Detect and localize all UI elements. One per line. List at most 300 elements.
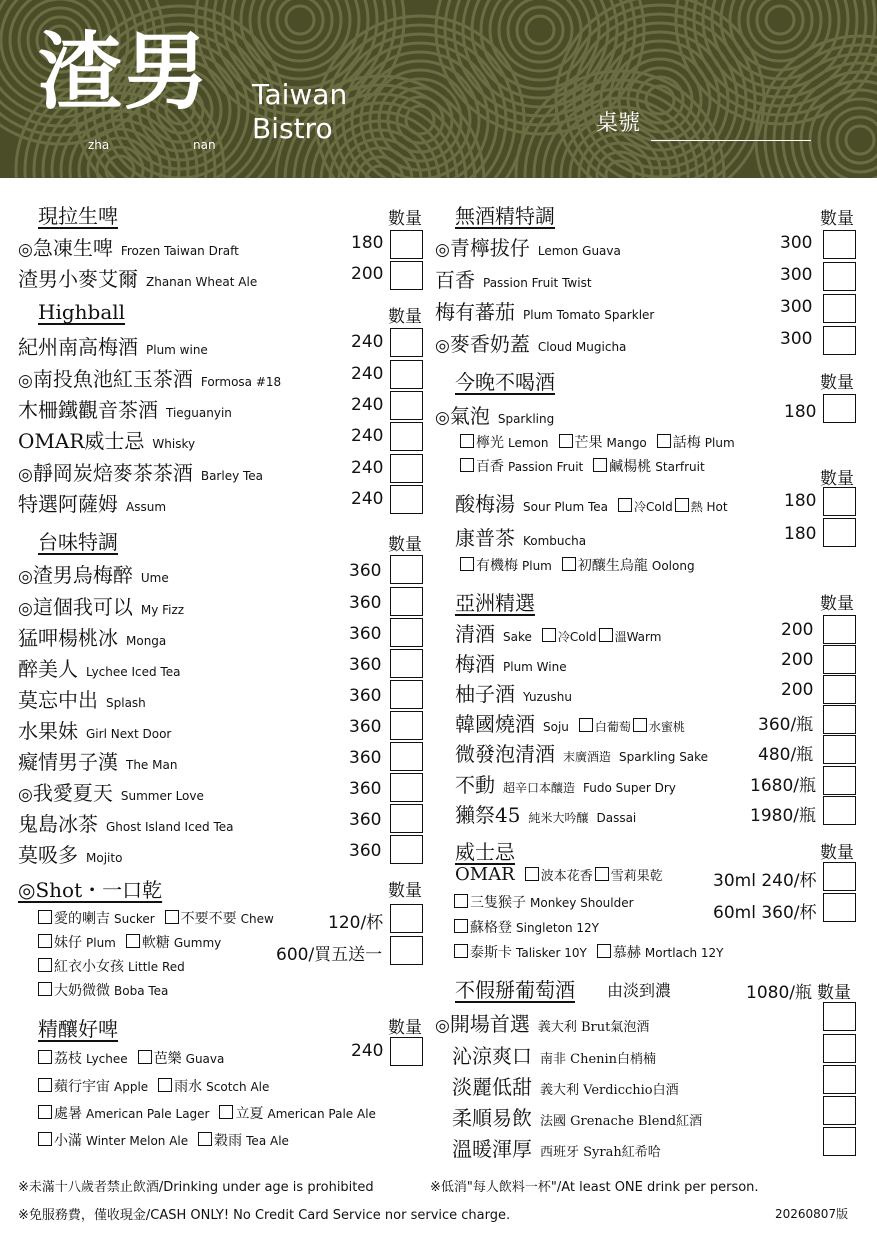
quantity-box[interactable] <box>390 618 423 647</box>
section-title-no-alcohol: 今晚不喝酒 <box>455 370 555 394</box>
item-name-en: The Man <box>126 758 178 772</box>
option-checkbox[interactable] <box>158 1078 172 1092</box>
option-line <box>36 1130 297 1150</box>
option-en: Plum <box>522 559 552 573</box>
menu-item <box>455 864 663 885</box>
item-name-zh: 康普茶 <box>455 526 515 550</box>
item-name-en: Splash <box>106 696 146 710</box>
option-zh: 有機梅 <box>476 558 518 574</box>
mark-symbol: ◎ <box>18 465 33 485</box>
item-name-en: Summer Love <box>120 789 204 803</box>
quantity-box[interactable] <box>823 645 856 674</box>
menu-item <box>455 522 586 551</box>
brand-line-2: Bistro <box>252 112 333 145</box>
item-price: 360 <box>349 624 382 644</box>
item-name-zh: 不動 <box>455 773 495 797</box>
item-price: 360 <box>349 748 382 768</box>
option-zh: 百香 <box>476 459 504 475</box>
item-name-zh: 渣男烏梅醉 <box>32 563 133 587</box>
item-name-en: Ghost Island Iced Tea <box>106 820 234 834</box>
option-en: Oolong <box>651 559 695 573</box>
item-name-en: Tieguanyin <box>166 406 232 420</box>
item-name-zh: 清酒 <box>455 622 495 646</box>
menu-item <box>435 400 554 429</box>
menu-item <box>455 708 685 737</box>
mark-symbol: ◎ <box>18 371 33 391</box>
option-checkbox[interactable] <box>460 557 474 571</box>
item-price: 180 <box>784 402 817 422</box>
item-name-zh: 莫吸多 <box>18 843 78 867</box>
menu-item <box>455 648 567 677</box>
quantity-header: 數量 <box>388 1018 422 1038</box>
quantity-box[interactable] <box>390 835 423 864</box>
option-checkbox[interactable] <box>165 910 179 924</box>
quantity-header: 數量 <box>820 373 854 393</box>
quantity-box[interactable] <box>823 294 856 323</box>
menu-item <box>18 622 166 651</box>
item-name-zh: 獺祭45 <box>455 803 521 827</box>
quantity-box[interactable] <box>390 680 423 709</box>
table-number-label: 桌號 <box>596 111 641 136</box>
option-zh: 愛的喇吉 <box>54 911 110 927</box>
option-line <box>36 1048 232 1068</box>
mark-symbol: ◎ <box>18 240 33 260</box>
menu-item <box>455 618 661 647</box>
item-name-en: Formosa #18 <box>200 375 282 389</box>
option-checkbox[interactable] <box>454 919 468 933</box>
item-price: 360 <box>349 655 382 675</box>
option-checkbox[interactable] <box>38 958 52 972</box>
quantity-box[interactable] <box>390 904 423 933</box>
option-line <box>458 555 703 575</box>
item-price: 120/杯 <box>328 913 384 933</box>
item-name-zh: 紀州南高梅酒 <box>18 335 138 359</box>
option-zh: 檸光 <box>476 435 504 451</box>
quantity-box[interactable] <box>823 1065 856 1094</box>
item-price: 360 <box>349 810 382 830</box>
item-desc: 西班牙 Syrah紅希哈 <box>540 1145 661 1160</box>
option-zh: 軟糖 <box>141 935 170 951</box>
quantity-box[interactable] <box>823 735 856 764</box>
menu-item <box>452 1133 661 1162</box>
option-checkbox[interactable] <box>542 628 556 642</box>
option-checkbox[interactable] <box>675 498 689 512</box>
item-name-zh: 急凍生啤 <box>32 236 113 260</box>
item-price: 240 <box>351 332 384 352</box>
item-name: OMAR <box>455 864 515 885</box>
item-price: 200 <box>781 620 814 640</box>
section-title-shot: ◎Shot・一口乾 <box>18 878 163 902</box>
item-name-zh: 氣泡 <box>449 404 490 428</box>
item-price: 240 <box>351 395 384 415</box>
item-price: 360 <box>349 841 382 861</box>
item-price: 200 <box>351 264 384 284</box>
item-price: 30ml 240/杯 <box>713 871 817 891</box>
quantity-box[interactable] <box>823 862 856 891</box>
option-label: 雪莉果乾 <box>610 869 663 884</box>
option-zh: 三隻猴子 <box>470 895 526 911</box>
option-checkbox[interactable] <box>38 910 52 924</box>
menu-item <box>18 394 232 423</box>
option-checkbox[interactable] <box>219 1105 233 1119</box>
option-zh: 芒果 <box>574 435 603 451</box>
option-zh: 初釀生烏龍 <box>577 558 648 574</box>
option-en: Lemon <box>508 436 549 450</box>
option-en: Plum <box>704 436 735 450</box>
item-name-zh: 梅有蕃茄 <box>435 300 515 324</box>
option-checkbox[interactable] <box>599 628 613 642</box>
item-name-en: Dassai <box>596 811 637 825</box>
menu-item <box>452 1040 656 1069</box>
item-name-en: Lemon Guava <box>537 244 621 258</box>
menu-item <box>18 457 263 486</box>
quantity-box[interactable] <box>390 391 423 420</box>
item-price: 240 <box>351 458 384 478</box>
quantity-box[interactable] <box>823 518 856 547</box>
menu-item <box>455 769 676 798</box>
item-name-zh: 沁涼爽口 <box>452 1044 532 1068</box>
quantity-box[interactable] <box>823 766 856 795</box>
section-title-highball: Highball <box>38 300 126 324</box>
quantity-box[interactable] <box>823 893 856 922</box>
item-name-zh: 木柵鐵觀音茶酒 <box>18 398 158 422</box>
item-name-en: Zhanan Wheat Ale <box>146 275 258 289</box>
item-name-zh: 麥香奶蓋 <box>449 332 530 356</box>
option-label: 溫Warm <box>614 630 662 644</box>
item-desc: 法國 Grenache Blend紅酒 <box>540 1114 703 1129</box>
item-name-zh: OMAR威士忌 <box>18 429 145 453</box>
quantity-box[interactable] <box>390 1037 423 1066</box>
section-title-mocktail: 無酒精特調 <box>455 204 555 228</box>
option-en: Gummy <box>173 936 222 950</box>
quantity-box[interactable] <box>390 555 423 584</box>
quantity-box[interactable] <box>390 587 423 616</box>
quantity-box[interactable] <box>390 711 423 740</box>
item-desc: 南非 Chenin白梢楠 <box>540 1052 657 1067</box>
item-name-en: Whisky <box>152 437 196 451</box>
option-label: 水蜜桃 <box>648 720 685 734</box>
item-price: 360 <box>349 686 382 706</box>
item-price: 1080/瓶 <box>746 983 812 1003</box>
option-label: 冷Cold <box>634 500 673 514</box>
item-name-en: Barley Tea <box>200 469 264 483</box>
option-checkbox[interactable] <box>126 934 140 948</box>
option-en: Guava <box>185 1052 225 1066</box>
option-zh: 話梅 <box>672 435 701 451</box>
item-price: 200 <box>781 680 814 700</box>
item-name-en: My Fizz <box>140 603 185 617</box>
item-price: 180 <box>784 491 817 511</box>
item-name-zh: 水果妹 <box>18 719 78 743</box>
menu-item <box>18 591 184 620</box>
section-title-taiwan: 台味特調 <box>38 530 118 554</box>
option-zh: 紅衣小女孩 <box>54 959 124 975</box>
option-label: 冷Cold <box>557 630 597 644</box>
quantity-box[interactable] <box>390 804 423 833</box>
option-checkbox[interactable] <box>460 458 474 472</box>
option-checkbox[interactable] <box>138 1050 152 1064</box>
table-number-field[interactable] <box>651 140 811 141</box>
item-price: 240 <box>351 489 384 509</box>
option-checkbox[interactable] <box>38 934 52 948</box>
option-checkbox[interactable] <box>38 1105 52 1119</box>
quantity-box[interactable] <box>823 326 856 355</box>
menu-item <box>455 488 728 517</box>
quantity-header: 數量 <box>820 594 854 614</box>
footer-min-charge: ※低消"每人飲料一杯"/At least ONE drink per person. <box>430 1180 759 1195</box>
option-zh: 雨水 <box>174 1079 203 1095</box>
item-origin: 超辛口本釀造 <box>503 781 576 795</box>
option-zh: 慕赫 <box>612 945 641 961</box>
menu-item <box>18 777 204 806</box>
mark-symbol: ◎ <box>18 785 33 805</box>
menu-item <box>452 1102 702 1131</box>
item-price: 360 <box>349 717 382 737</box>
quantity-box[interactable] <box>823 1127 856 1156</box>
item-name-en: Lychee Iced Tea <box>86 665 181 679</box>
quantity-box[interactable] <box>390 230 423 259</box>
option-checkbox[interactable] <box>579 718 593 732</box>
option-zh: 大奶微微 <box>54 983 110 999</box>
quantity-box[interactable] <box>390 261 423 290</box>
option-en: Starfruit <box>655 460 705 474</box>
option-zh: 穀雨 <box>214 1133 243 1149</box>
option-checkbox[interactable] <box>460 434 474 448</box>
item-name-en: Plum wine <box>146 343 208 357</box>
option-checkbox[interactable] <box>562 557 576 571</box>
option-line <box>36 1103 384 1123</box>
item-name-en: Fudo Super Dry <box>583 781 676 795</box>
item-name-zh: 醉美人 <box>18 657 78 681</box>
option-en: Sucker <box>114 912 155 926</box>
option-checkbox[interactable] <box>525 867 539 881</box>
option-checkbox[interactable] <box>38 1050 52 1064</box>
item-name-zh: 莫忘中出 <box>18 688 98 712</box>
item-name-en: Kombucha <box>523 534 587 548</box>
item-price: 300 <box>780 329 813 349</box>
menu-item <box>18 232 239 261</box>
option-zh: 荔枝 <box>54 1051 82 1067</box>
menu-item <box>435 232 621 261</box>
option-zh: 立夏 <box>235 1106 264 1122</box>
item-name-en: Yuzushu <box>523 690 572 704</box>
item-name-en: Frozen Taiwan Draft <box>120 244 239 258</box>
quantity-box[interactable] <box>823 796 856 825</box>
mark-symbol: ◎ <box>435 408 450 428</box>
option-checkbox[interactable] <box>657 434 671 448</box>
option-zh: 泰斯卡 <box>470 945 512 961</box>
item-price: 300 <box>780 233 813 253</box>
item-name-en: Passion Fruit Twist <box>483 276 592 290</box>
item-price: 360 <box>349 561 382 581</box>
footer-age-notice: ※未滿十八歲者禁止飲酒/Drinking under age is prohibited <box>18 1180 374 1195</box>
option-en: Little Red <box>128 960 185 974</box>
option-checkbox[interactable] <box>597 944 611 958</box>
quantity-box[interactable] <box>390 485 423 514</box>
option-checkbox[interactable] <box>38 982 52 996</box>
item-name-en: Soju <box>543 720 569 734</box>
quantity-box[interactable] <box>823 705 856 734</box>
option-checkbox[interactable] <box>38 1078 52 1092</box>
option-line <box>36 932 229 952</box>
option-line <box>452 942 732 962</box>
quantity-box[interactable] <box>390 649 423 678</box>
quantity-box[interactable] <box>390 773 423 802</box>
quantity-box[interactable] <box>823 1034 856 1063</box>
item-name-zh: 百香 <box>435 268 475 292</box>
quantity-box[interactable] <box>823 394 856 423</box>
item-name-zh: 淡麗低甜 <box>452 1075 532 1099</box>
item-name-zh: 韓國燒酒 <box>455 712 535 736</box>
item-price: 600/買五送一 <box>276 945 383 965</box>
quantity-box[interactable] <box>390 742 423 771</box>
menu-item <box>435 1008 649 1037</box>
menu-item <box>455 738 708 767</box>
item-price: 300 <box>780 265 813 285</box>
option-en: Plum <box>86 936 116 950</box>
item-name-en: Sparkling Sake <box>619 750 709 764</box>
quantity-box[interactable] <box>823 1096 856 1125</box>
item-name-en: Plum Tomato Sparkler <box>523 308 655 322</box>
option-line <box>452 917 607 937</box>
item-name-zh: 酸梅湯 <box>455 492 515 516</box>
item-name-en: Assum <box>126 500 167 514</box>
item-name-en: Sour Plum Tea <box>523 500 609 514</box>
quantity-box[interactable] <box>390 328 423 357</box>
item-price: 240 <box>351 1041 384 1061</box>
option-label: 白葡萄 <box>594 720 631 734</box>
option-zh: 處暑 <box>54 1106 82 1122</box>
item-name-en: Sparkling <box>497 412 555 426</box>
item-name-en: Monga <box>126 634 167 648</box>
item-name-zh: 靜岡炭焙麥茶茶酒 <box>32 461 193 485</box>
option-en: Winter Melon Ale <box>86 1134 189 1148</box>
item-price: 1680/瓶 <box>750 776 816 796</box>
option-en: Mortlach 12Y <box>644 946 724 960</box>
option-en: Boba Tea <box>114 984 169 998</box>
option-en: Monkey Shoulder <box>530 896 634 910</box>
section-title-wine: 不假掰葡萄酒 <box>455 978 575 1002</box>
menu-item <box>435 296 654 325</box>
option-checkbox[interactable] <box>198 1132 212 1146</box>
item-name-en: Ume <box>140 571 169 585</box>
item-name-zh: 柔順易飲 <box>452 1106 532 1130</box>
item-price: 360 <box>349 779 382 799</box>
option-checkbox[interactable] <box>559 434 573 448</box>
section-title-whisky: 威士忌 <box>455 840 515 864</box>
option-zh: 妹仔 <box>54 935 82 951</box>
mark-symbol: ◎ <box>435 240 450 260</box>
quantity-box[interactable] <box>390 936 423 965</box>
quantity-box[interactable] <box>823 487 856 516</box>
item-name-zh: 鬼島冰茶 <box>18 812 98 836</box>
option-checkbox[interactable] <box>633 718 647 732</box>
option-en: Apple <box>114 1080 149 1094</box>
item-name-zh: 我愛夏天 <box>32 781 113 805</box>
option-en: Mango <box>606 436 647 450</box>
option-zh: 鹹楊桃 <box>609 459 652 475</box>
item-name-zh: 這個我可以 <box>32 595 133 619</box>
item-price: 300 <box>780 297 813 317</box>
item-name-en: Plum Wine <box>503 660 567 674</box>
option-checkbox[interactable] <box>454 944 468 958</box>
item-name-zh: 開場首選 <box>449 1012 530 1036</box>
option-checkbox[interactable] <box>595 867 609 881</box>
menu-item <box>18 715 171 744</box>
option-checkbox[interactable] <box>593 458 607 472</box>
quantity-box[interactable] <box>823 1002 856 1031</box>
menu-item <box>18 488 166 517</box>
item-name-zh: 青檸拔仔 <box>449 236 530 260</box>
option-en: American Pale Ale <box>267 1107 376 1121</box>
quantity-box[interactable] <box>390 454 423 483</box>
brand-name <box>252 78 347 146</box>
option-zh: 芭樂 <box>153 1051 182 1067</box>
quantity-box[interactable] <box>823 230 856 259</box>
quantity-box[interactable] <box>823 675 856 704</box>
quantity-header: 數量 <box>388 535 422 555</box>
option-en: Chew <box>240 912 274 926</box>
section-subtitle-wine: 由淡到濃 <box>607 981 672 1000</box>
option-line <box>36 956 193 976</box>
item-name-zh: 癡情男子漢 <box>18 750 118 774</box>
menu-item <box>455 678 572 707</box>
option-label: 波本花香 <box>540 869 593 884</box>
mark-symbol: ◎ <box>435 1016 450 1036</box>
item-price: 180 <box>784 524 817 544</box>
logo: 渣男 <box>38 22 211 121</box>
quantity-box[interactable] <box>823 262 856 291</box>
item-origin: 純米大吟釀 <box>528 811 589 825</box>
pinyin-nan: nan <box>193 138 216 152</box>
menu-item <box>18 559 169 588</box>
section-title-asia: 亞洲精選 <box>455 591 535 615</box>
option-line <box>458 456 713 476</box>
item-name-en: Mojito <box>86 851 123 865</box>
quantity-box[interactable] <box>823 615 856 644</box>
menu-item <box>435 328 626 357</box>
option-en: Passion Fruit <box>508 460 584 474</box>
item-name-en: Girl Next Door <box>86 727 172 741</box>
option-line <box>36 908 282 928</box>
item-price: 240 <box>351 364 384 384</box>
option-en: Singleton 12Y <box>516 921 599 935</box>
option-en: Lychee <box>86 1052 128 1066</box>
option-zh: 蘋行宇宙 <box>54 1079 110 1095</box>
item-desc: 義大利 Brut氣泡酒 <box>537 1020 650 1035</box>
option-en: American Pale Lager <box>86 1107 210 1121</box>
option-zh: 不要不要 <box>180 911 237 927</box>
option-line <box>452 892 642 912</box>
menu-item <box>455 799 636 828</box>
menu-item <box>18 263 257 292</box>
menu-item <box>452 1071 679 1100</box>
item-origin: 末廣酒造 <box>563 750 612 764</box>
item-name-zh: 南投魚池紅玉茶酒 <box>32 367 193 391</box>
option-checkbox[interactable] <box>38 1132 52 1146</box>
option-checkbox[interactable] <box>618 498 632 512</box>
quantity-box[interactable] <box>390 360 423 389</box>
item-price: 360 <box>349 593 382 613</box>
quantity-header: 數量 <box>388 881 422 901</box>
option-checkbox[interactable] <box>454 894 468 908</box>
quantity-box[interactable] <box>390 422 423 451</box>
quantity-header: 數量 <box>820 209 854 229</box>
item-name-zh: 微發泡清酒 <box>455 742 555 766</box>
option-line <box>36 1076 277 1096</box>
option-zh: 小滿 <box>54 1133 82 1149</box>
menu-item <box>18 684 146 713</box>
